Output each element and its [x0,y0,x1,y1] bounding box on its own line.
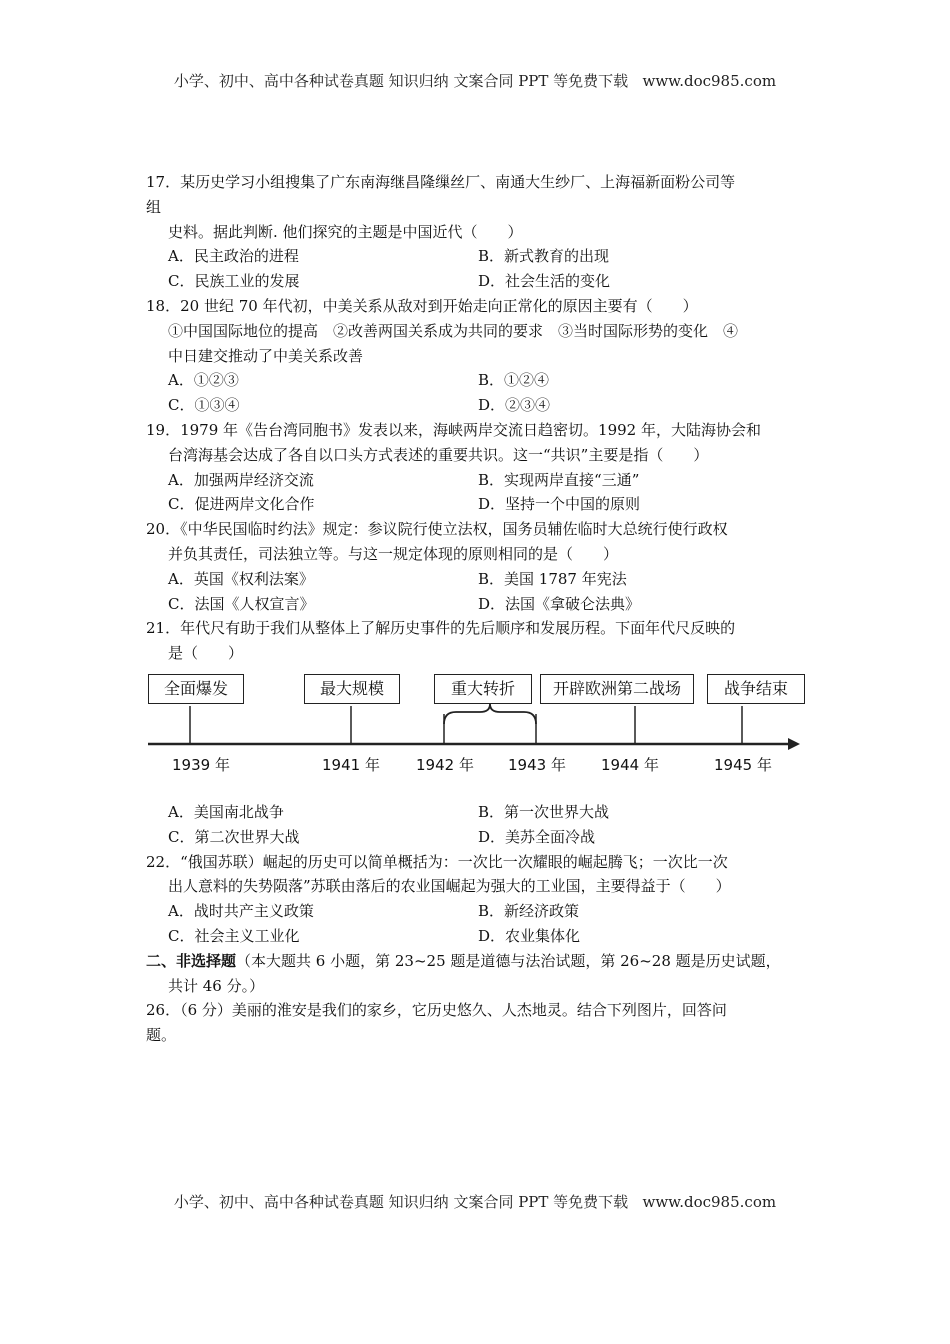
q17-stem-line-3: 史料。据此判断. 他们探究的主题是中国近代（ ） [168,222,523,241]
q20-options-row-2 [146,592,814,617]
timeline-label-5: 战争结束 [707,674,805,704]
q22-stem-line-1: 22．“俄国苏联）崛起的历史可以简单概括为：一次比一次耀眼的崛起腾飞；一次比一次 [146,852,728,871]
timeline-brace [444,704,536,724]
page-header: 小学、初中、高中各种试卷真题 知识归纳 文案合同 PPT 等免费下载 www.doc985.com [173,72,777,90]
q22-stem-line-2: 出人意料的失势陨落”苏联由落后的农业国崛起为强大的工业国，主要得益于（ ） [168,877,731,896]
q17-options-row-2 [146,269,814,294]
q19-option-c: C．促进两岸文化合作 [168,495,315,514]
section-2-title: 二、非选择题 [146,951,237,970]
q21-options-row-2 [146,825,814,850]
q18-stem-line-2: ①中国国际地位的提高 ②改善两国关系成为共同的要求 ③当时国际形势的变化 ④ [168,321,739,340]
q21-option-b: B．第一次世界大战 [478,802,610,821]
timeline-label-1: 全面爆发 [148,674,244,704]
q20-stem-line-1: 20．《中华民国临时约法》规定：参议院行使立法权，国务员辅佐临时大总统行使行政权 [146,520,728,539]
q20-option-d: D．法国《拿破仑法典》 [478,594,641,613]
q26-stem-line-2: 题。 [146,1026,177,1045]
q20-option-b: B．美国 1787 年宪法 [478,569,627,588]
timeline-label-2: 最大规模 [304,674,400,704]
q18-stem-line-1: 18．20 世纪 70 年代初，中美关系从敌对到开始走向正常化的原因主要有（ ） [146,296,698,315]
q19-options-row-1 [146,468,814,493]
year-1943: 1943 年 [508,755,566,774]
q21-option-d: D．美苏全面冷战 [478,827,596,846]
question-26 [146,998,814,1048]
page-footer: 小学、初中、高中各种试卷真题 知识归纳 文案合同 PPT 等免费下载 www.doc985.com [173,1193,777,1211]
q18-stem-line-3: 中日建交推动了中美关系改善 [168,346,364,365]
q22-option-b: B．新经济政策 [478,902,580,921]
question-17 [146,170,814,294]
question-18 [146,294,814,418]
q17-stem-line-2: 组 [146,197,162,216]
timeline-label-3: 重大转折 [434,674,532,704]
q17-option-c: C．民族工业的发展 [168,272,300,291]
q17-option-d: D．社会生活的变化 [478,272,611,291]
q17-options-row-1 [146,244,814,269]
q17-option-b: B．新式教育的出现 [478,247,610,266]
q19-option-a: A．加强两岸经济交流 [168,470,314,489]
question-19 [146,418,814,517]
q17-stem-line-1: 17．某历史学习小组搜集了广东南海继昌隆缫丝厂、南通大生纱厂、上海福新面粉公司等 [146,173,736,191]
q19-stem-line-1: 19．1979 年《告台湾同胞书》发表以来，海峡两岸交流日趋密切。1992 年，大陆海协会和 [146,420,761,439]
q18-options-row-1 [146,368,814,393]
question-20 [146,517,814,616]
timeline-label-4: 开辟欧洲第二战场 [540,674,694,704]
q26-stem-line-1: 26．（6 分）美丽的淮安是我们的家乡，它历史悠久、人杰地灵。结合下列图片，回答问 [146,1001,727,1020]
q21-option-c: C．第二次世界大战 [168,827,300,846]
q18-option-a: A．①②③ [168,371,239,390]
q18-option-d: D．②③④ [478,396,551,415]
q19-option-d: D．坚持一个中国的原则 [478,495,641,514]
q22-options-row-1 [146,899,814,924]
year-1945: 1945 年 [714,755,772,774]
q20-option-a: A．英国《权利法案》 [168,569,314,588]
section-2-description: （本大题共 6 小题，第 23~25 题是道德与法治试题，第 26~28 题是历史试题， [236,951,781,970]
q18-option-c: C．①③④ [168,396,240,415]
q22-option-d: D．农业集体化 [478,926,581,945]
q21-timeline [146,670,814,800]
year-1942: 1942 年 [416,755,474,774]
timeline-arrow-icon [788,738,800,750]
q21-option-a: A．美国南北战争 [168,802,284,821]
q19-options-row-2 [146,492,814,517]
year-1941: 1941 年 [322,755,380,774]
q21-stem-line-2: 是（ ） [168,644,244,663]
q20-option-c: C．法国《人权宣言》 [168,594,315,613]
q18-options-row-2 [146,393,814,418]
q19-stem-line-2: 台湾海基会达成了各自以口头方式表述的重要共识。这一“共识”主要是指（ ） [168,445,709,464]
year-1939: 1939 年 [172,755,230,774]
q21-options-row-1 [146,800,814,825]
q17-option-a: A．民主政治的进程 [168,247,299,266]
exam-content [146,170,814,1048]
section-2-heading [146,949,814,974]
question-22 [146,850,814,949]
q20-options-row-1 [146,567,814,592]
q22-options-row-2 [146,924,814,949]
q21-stem-line-1: 21．年代尺有助于我们从整体上了解历史事件的先后顺序和发展历程。下面年代尺反映的 [146,619,736,638]
year-1944: 1944 年 [601,755,659,774]
q22-option-c: C．社会主义工业化 [168,926,300,945]
q22-option-a: A．战时共产主义政策 [168,902,314,921]
q20-stem-line-2: 并负其责任，司法独立等。与这一规定体现的原则相同的是（ ） [168,544,619,563]
q18-option-b: B．①②④ [478,371,550,390]
section-2 [146,949,814,999]
question-21 [146,616,814,849]
q19-option-b: B．实现两岸直接“三通” [478,470,640,489]
section-2-description-cont: 共计 46 分。） [168,976,265,995]
